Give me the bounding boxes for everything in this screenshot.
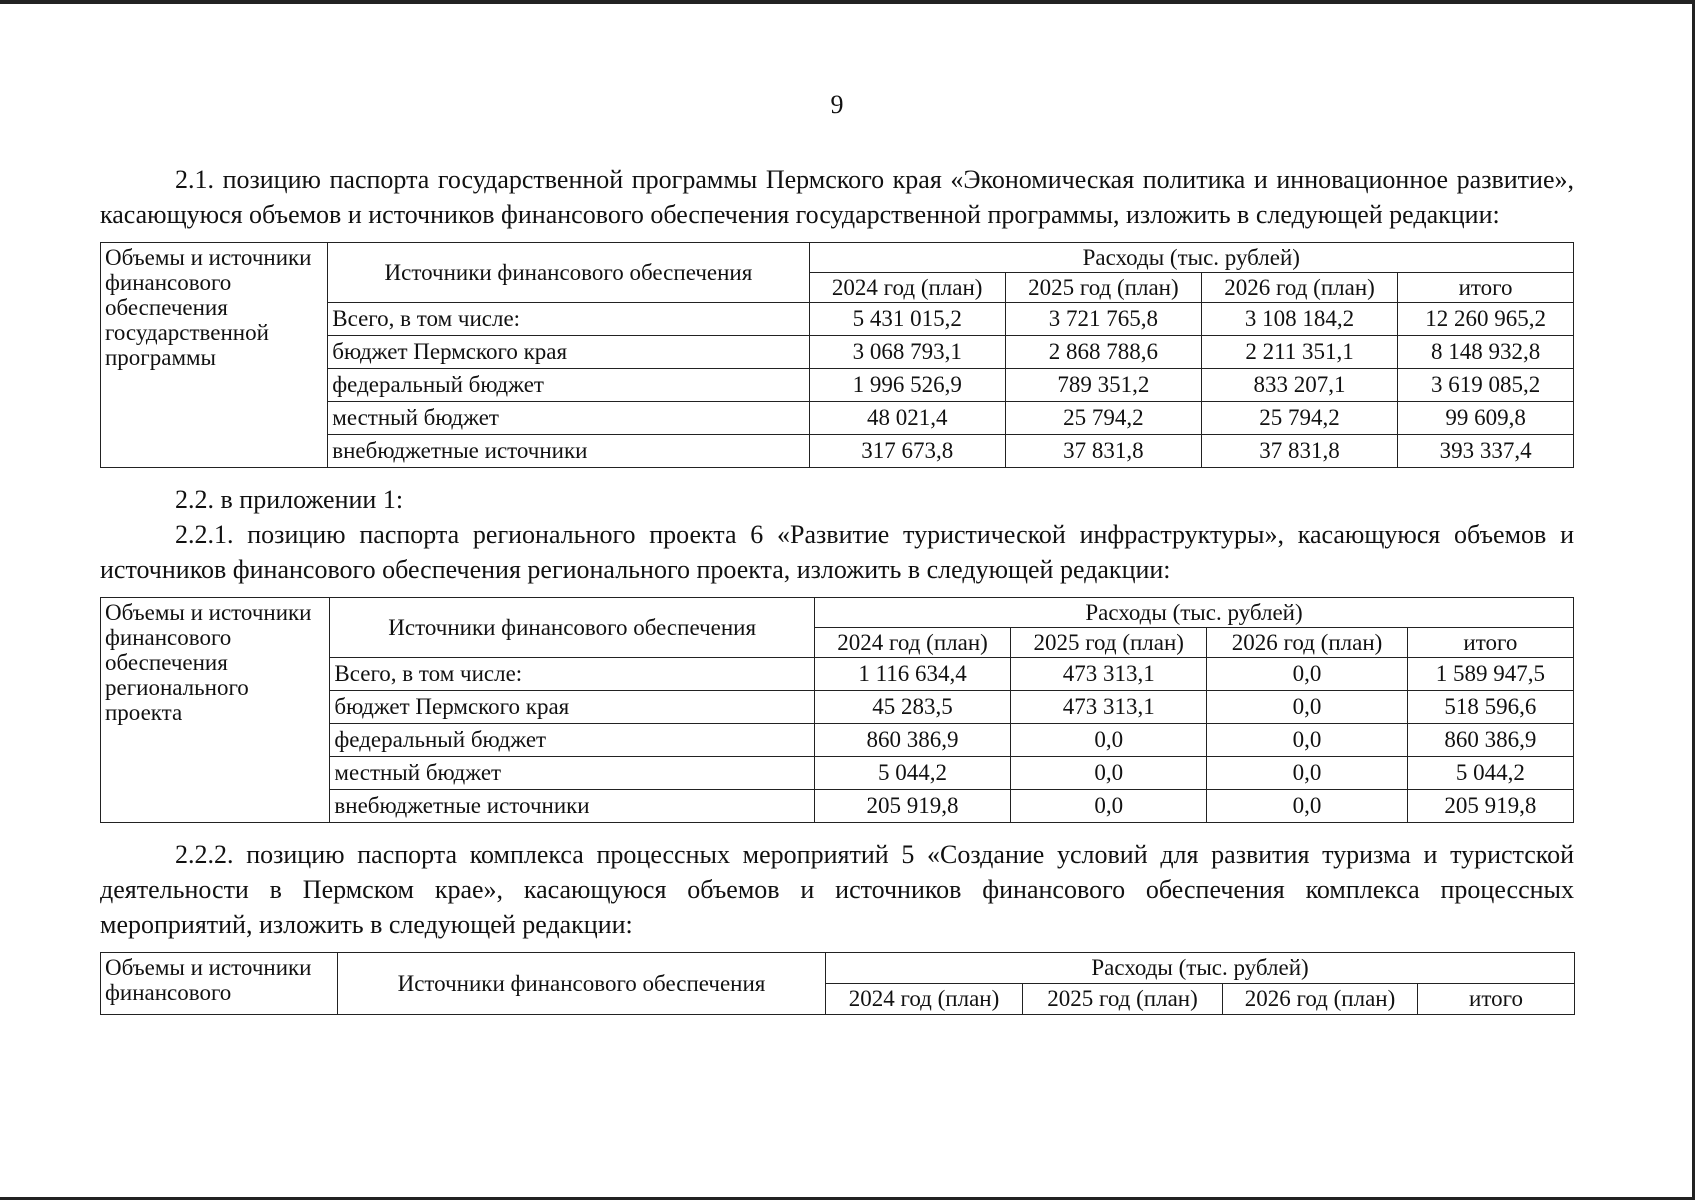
- cell-2026: 0,0: [1207, 724, 1407, 757]
- row-label: федеральный бюджет: [330, 724, 815, 757]
- section-2-2-1-text: 2.2.1. позицию паспорта регионального проекта 6 «Развитие туристической инфраструктуры», касающуюся объемов и источников финансового обеспечения регионального проекта, изложить в следующей редакции:: [100, 520, 1574, 584]
- row-label: Всего, в том числе:: [328, 303, 809, 336]
- year-header-2024: 2024 год (план): [809, 273, 1005, 303]
- cell-total: 393 337,4: [1398, 435, 1574, 468]
- cell-2026: 2 211 351,1: [1201, 336, 1397, 369]
- year-header-total: итого: [1418, 984, 1575, 1015]
- year-header-2026: 2026 год (план): [1201, 273, 1397, 303]
- year-header-2025: 2025 год (план): [1023, 984, 1223, 1015]
- cell-2025: 0,0: [1011, 790, 1207, 823]
- page-number: 9: [830, 90, 844, 119]
- cell-2024: 317 673,8: [809, 435, 1005, 468]
- table-header-row: [101, 598, 1574, 628]
- row-label: Всего, в том числе:: [330, 658, 815, 691]
- cell-2024: 1 996 526,9: [809, 369, 1005, 402]
- cell-total: 860 386,9: [1407, 724, 1573, 757]
- table-subject-cell: Объемы и источники финансового обеспечения государственной программы: [101, 243, 328, 468]
- sources-header: Источники финансового обеспечения: [328, 243, 809, 303]
- sources-header: Источники финансового обеспечения: [338, 953, 826, 1015]
- cell-2026: 0,0: [1207, 691, 1407, 724]
- cell-2024: 5 431 015,2: [809, 303, 1005, 336]
- cell-2024: 5 044,2: [814, 757, 1010, 790]
- cell-2025: 2 868 788,6: [1005, 336, 1201, 369]
- expenses-header: Расходы (тыс. рублей): [809, 243, 1573, 273]
- document-content: [100, 90, 1574, 1015]
- sources-header: Источники финансового обеспечения: [330, 598, 815, 658]
- financing-table-state-program: [100, 242, 1574, 468]
- row-label: внебюджетные источники: [328, 435, 809, 468]
- financing-table-regional-project: [100, 597, 1574, 823]
- year-header-total: итого: [1407, 628, 1573, 658]
- year-header-2024: 2024 год (план): [814, 628, 1010, 658]
- cell-2026: 0,0: [1207, 757, 1407, 790]
- cell-2024: 48 021,4: [809, 402, 1005, 435]
- cell-2026: 37 831,8: [1201, 435, 1397, 468]
- row-label: местный бюджет: [330, 757, 815, 790]
- cell-2024: 3 068 793,1: [809, 336, 1005, 369]
- page-top-border: [0, 0, 1695, 4]
- cell-total: 5 044,2: [1407, 757, 1573, 790]
- table-subject-cell: Объемы и источники финансового обеспечения регионального проекта: [101, 598, 330, 823]
- table-header-row: [101, 243, 1574, 273]
- cell-total: 3 619 085,2: [1398, 369, 1574, 402]
- cell-2024: 205 919,8: [814, 790, 1010, 823]
- cell-2025: 3 721 765,8: [1005, 303, 1201, 336]
- cell-total: 205 919,8: [1407, 790, 1573, 823]
- year-header-2024: 2024 год (план): [826, 984, 1023, 1015]
- cell-2024: 860 386,9: [814, 724, 1010, 757]
- cell-2026: 25 794,2: [1201, 402, 1397, 435]
- cell-2025: 25 794,2: [1005, 402, 1201, 435]
- cell-2024: 1 116 634,4: [814, 658, 1010, 691]
- cell-total: 99 609,8: [1398, 402, 1574, 435]
- cell-2026: 0,0: [1207, 658, 1407, 691]
- table-header-row: [101, 953, 1575, 984]
- row-label: внебюджетные источники: [330, 790, 815, 823]
- cell-2026: 833 207,1: [1201, 369, 1397, 402]
- section-2-1-text: 2.1. позицию паспорта государственной программы Пермского края «Экономическая политика и инновационное развитие», касающуюся объемов и источников финансового обеспечения государственной программы, изложить в следующей редакции:: [100, 165, 1574, 229]
- cell-2025: 0,0: [1011, 724, 1207, 757]
- cell-total: 12 260 965,2: [1398, 303, 1574, 336]
- expenses-header: Расходы (тыс. рублей): [826, 953, 1575, 984]
- year-header-2025: 2025 год (план): [1005, 273, 1201, 303]
- cell-2025: 473 313,1: [1011, 658, 1207, 691]
- cell-2025: 473 313,1: [1011, 691, 1207, 724]
- cell-2025: 0,0: [1011, 757, 1207, 790]
- expenses-header: Расходы (тыс. рублей): [814, 598, 1573, 628]
- year-header-2026: 2026 год (план): [1223, 984, 1418, 1015]
- cell-2026: 0,0: [1207, 790, 1407, 823]
- year-header-2026: 2026 год (план): [1207, 628, 1407, 658]
- cell-2025: 37 831,8: [1005, 435, 1201, 468]
- table-subject-cell: Объемы и источники финансового: [101, 953, 338, 1015]
- cell-2026: 3 108 184,2: [1201, 303, 1397, 336]
- year-header-total: итого: [1398, 273, 1574, 303]
- row-label: бюджет Пермского края: [328, 336, 809, 369]
- section-2-2-text: 2.2. в приложении 1:: [175, 485, 404, 514]
- financing-table-process-complex: [100, 952, 1575, 1015]
- cell-total: 518 596,6: [1407, 691, 1573, 724]
- row-label: бюджет Пермского края: [330, 691, 815, 724]
- cell-2024: 45 283,5: [814, 691, 1010, 724]
- row-label: местный бюджет: [328, 402, 809, 435]
- row-label: федеральный бюджет: [328, 369, 809, 402]
- year-header-2025: 2025 год (план): [1011, 628, 1207, 658]
- cell-total: 1 589 947,5: [1407, 658, 1573, 691]
- cell-total: 8 148 932,8: [1398, 336, 1574, 369]
- cell-2025: 789 351,2: [1005, 369, 1201, 402]
- section-2-2-2-text: 2.2.2. позицию паспорта комплекса процессных мероприятий 5 «Создание условий для развития туризма и туристской деятельности в Пермском крае», касающуюся объемов и источников финансового обеспечения комплекса процессных мероприятий, изложить в следующей редакции:: [100, 840, 1574, 939]
